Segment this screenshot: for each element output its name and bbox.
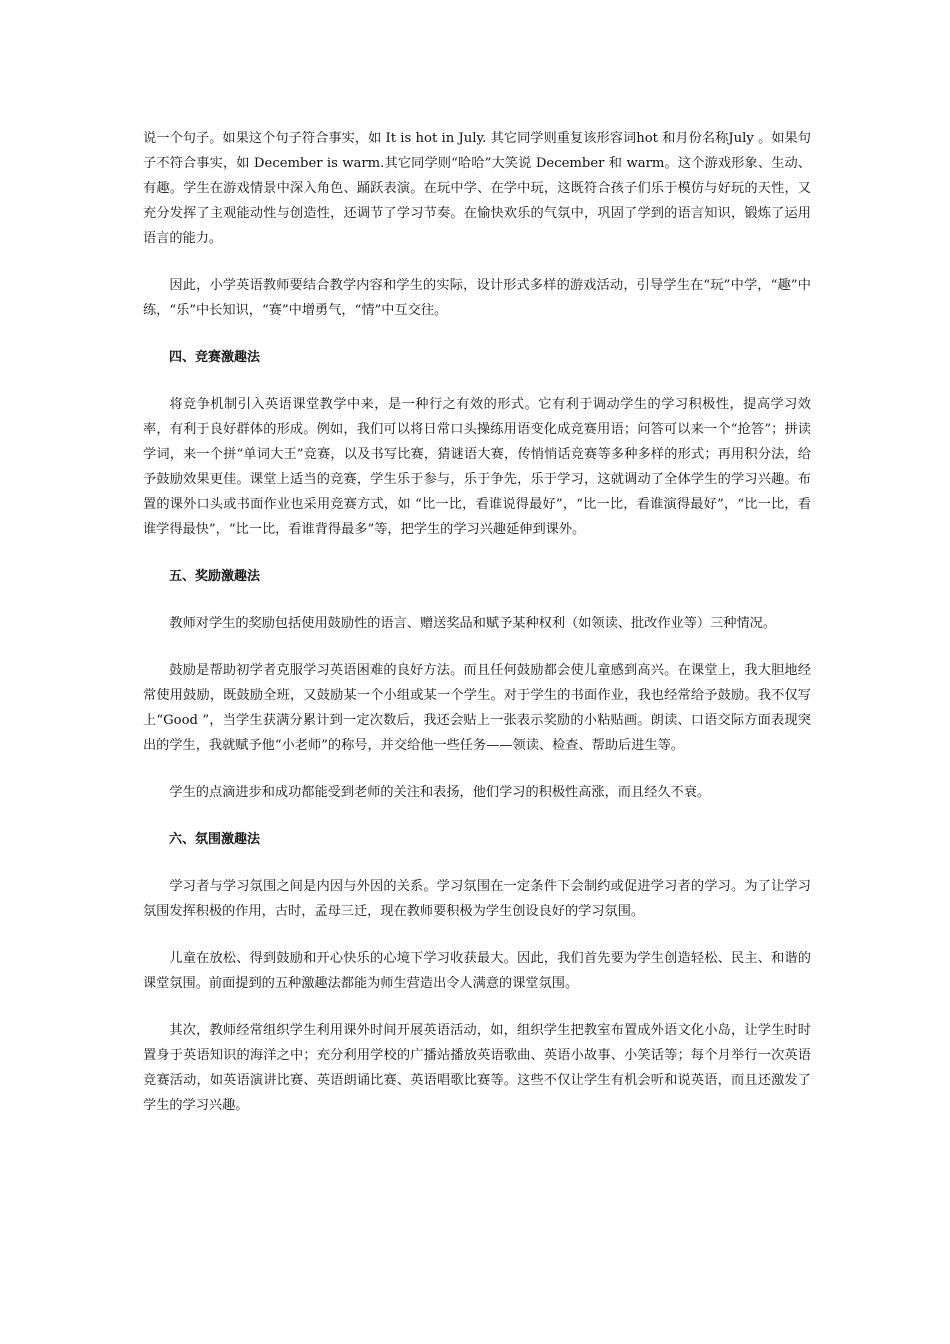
section-heading-atmosphere: 六、氛围激趣法 [169, 832, 261, 847]
paragraph-atmosphere-activities: 其次，教师经常组织学生利用课外时间开展英语活动，如，组织学生把教室布置成外语文化小岛，让学生时时置身于英语知识的海洋之中；充分利用学校的广播站播放英语歌曲、英语小故事、小笑话等；每个月举行一次英语竞赛活动，如英语演讲比赛、英语朗诵比赛、英语唱歌比赛等。这些不仅让学生有机会听和说英语，而且还激发了学生的学习兴趣。 [143, 1023, 811, 1113]
paragraph-reward-encouragement: 鼓励是帮助初学者克服学习英语困难的良好方法。而且任何鼓励都会使儿童感到高兴。在课堂上，我大胆地经常使用鼓励，既鼓励全班，又鼓励某一个小组或某一个学生。对于学生的书面作业，我也经常给予鼓励。我不仅写上“Good ”，当学生获满分累计到一定次数后，我还会贴上一张表示奖励的小粘贴画。朗读、口语交际方面表现突出的学生，我就赋予他“小老师”的称号，并交给他一些任务——领读、检查、帮助后进生等。 [143, 663, 811, 753]
document-body [143, 126, 811, 1140]
paragraph-competition: 将竞争机制引入英语课堂教学中来，是一种行之有效的形式。它有利于调动学生的学习积极性，提高学习效率，有利于良好群体的形成。例如，我们可以将日常口头操练用语变化成竞赛用语；问答可以来一个“抢答”；拼读学词，来一个拼“单词大王”竞赛，以及书写比赛，猜谜语大赛，传悄悄话竞赛等多种多样的形式；再用积分法，给予鼓励效果更佳。课堂上适当的竞赛，学生乐于参与，乐于争先，乐于学习，这就调动了全体学生的学习兴趣。布置的课外口头或书面作业也采用竞赛方式，如 “比一比，看谁说得最好”，“比一比，看谁演得最好”，“比一比，看谁学得最快”，“比一比，看谁背得最多”等，把学生的学习兴趣延伸到课外。 [143, 397, 811, 537]
paragraph-atmosphere-classroom: 儿童在放松、得到鼓励和开心快乐的心境下学习收获最大。因此，我们首先要为学生创造轻松、民主、和谐的课堂氛围。前面提到的五种激趣法都能为师生营造出令人满意的课堂氛围。 [143, 951, 811, 991]
section-heading-reward: 五、奖励激趣法 [169, 569, 261, 584]
paragraph-game-continued: 说一个句子。如果这个句子符合事实，如 It is hot in July. 其它同学则重复该形容词hot 和月份名称July 。如果句子不符合事实，如 December is warm.其它同学则“哈哈”大笑说 December 和 warm。这个游戏形象、生动、有趣。学生在游戏情景中深入角色、踊跃表演。在玩中学、在学中玩，这既符合孩子们乐于模仿与好玩的天性，又充分发挥了主观能动性与创造性，还调节了学习节奏。在愉快欢乐的气氛中，巩固了学到的语言知识，锻炼了运用语言的能力。 [143, 131, 811, 246]
paragraph-reward-result: 学生的点滴进步和成功都能受到老师的关注和表扬，他们学习的积极性高涨，而且经久不衰。 [169, 785, 711, 800]
paragraph-reward-intro: 教师对学生的奖励包括使用鼓励性的语言、赠送奖品和赋予某种权利（如领读、批改作业等）三种情况。 [169, 616, 777, 631]
section-heading-competition: 四、竞赛激趣法 [169, 350, 261, 365]
paragraph-atmosphere-relation: 学习者与学习氛围之间是内因与外因的关系。学习氛围在一定条件下会制约或促进学习者的学习。为了让学习氛围发挥积极的作用，古时，孟母三迁，现在教师要积极为学生创设良好的学习氛围。 [143, 879, 811, 919]
paragraph-game-summary: 因此，小学英语教师要结合教学内容和学生的实际，设计形式多样的游戏活动，引导学生在“玩”中学，“趣”中练，“乐”中长知识，“赛”中增勇气，“情”中互交往。 [143, 278, 811, 318]
